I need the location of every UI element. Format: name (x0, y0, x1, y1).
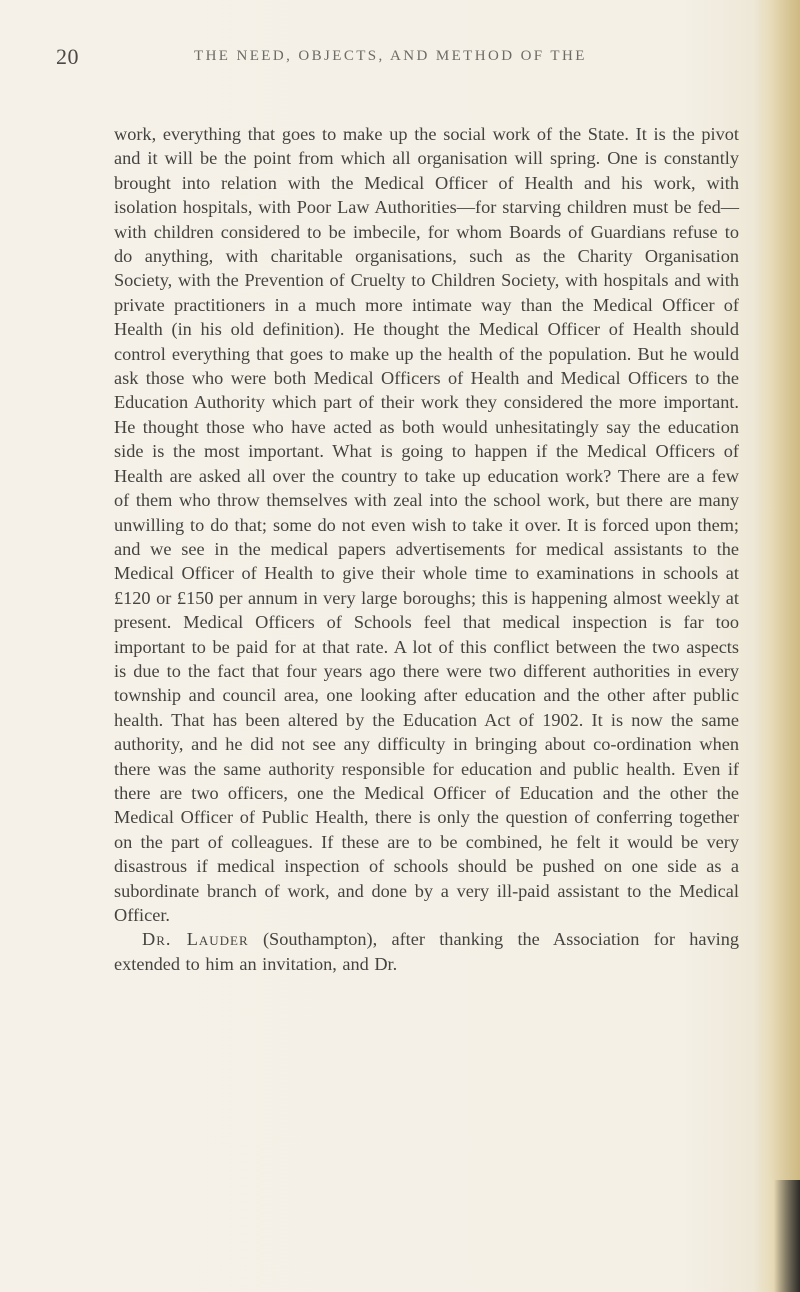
paragraph-speaker-text: (Southampton), after thanking the Association for having extended to him an invitation, and Dr. (114, 929, 739, 974)
page-corner-shadow (774, 1180, 800, 1292)
speaker-name: Dr. Lauder (142, 929, 249, 950)
paragraph-speaker (114, 927, 739, 976)
paragraph-continued: work, everything that goes to make up the social work of the State. It is the pivot and it will be the point from which all organisation will spring. One is constantly brought into relation with the Medical Officer of Health and his work, with isolation hospitals, with Poor Law Authorities—for starving children must be fed—with children considered to be imbecile, for whom Boards of Guardians refuse to do anything, with charitable organisations, such as the Charity Organisation Society, with the Prevention of Cruelty to Children Society, with hospitals and with private practitioners in a much more intimate way than the Medical Officer of Health (in his old definition). He thought the Medical Officer of Health should control everything that goes to make up the health of the population. But he would ask those who were both Medical Officers of Health and Medical Officers to the Education Authority which part of their work they considered the more important. He thought those who have acted as both would unhesitatingly say the education side is the most important. What is going to happen if the Medical Officers of Health are asked all over the country to take up education work? There are a few of them who throw themselves with zeal into the school work, but there are many unwilling to do that; some do not even wish to take it over. It is forced upon them; and we see in the medical papers advertisements for medical assistants to the Medical Officer of Health to give their whole time to examinations in schools at £120 or £150 per annum in very large boroughs; this is happening almost weekly at present. Medical Officers of Schools feel that medical inspection is far too important to be paid for at that rate. A lot of this conflict between the two aspects is due to the fact that four years ago there were two different authorities in every township and council area, one looking after education and the other after public health. That has been altered by the Education Act of 1902. It is now the same authority, and he did not see any difficulty in bringing about co-ordination when there was the same authority responsible for education and public health. Even if there are two officers, one the Medical Officer of Education and the other the Medical Officer of Public Health, there is only the question of conferring together on the part of colleagues. If these are to be combined, he felt it would be very disastrous if medical inspection of schools should be pushed on one side as a subordinate branch of work, and done by a very ill-paid assistant to the Medical Officer. (114, 124, 739, 925)
body-text (114, 122, 739, 976)
running-head-title: THE NEED, OBJECTS, AND METHOD OF THE (194, 48, 587, 64)
page-number: 20 (56, 44, 79, 69)
page-edge-shadow (754, 0, 800, 1292)
running-head (56, 44, 756, 84)
